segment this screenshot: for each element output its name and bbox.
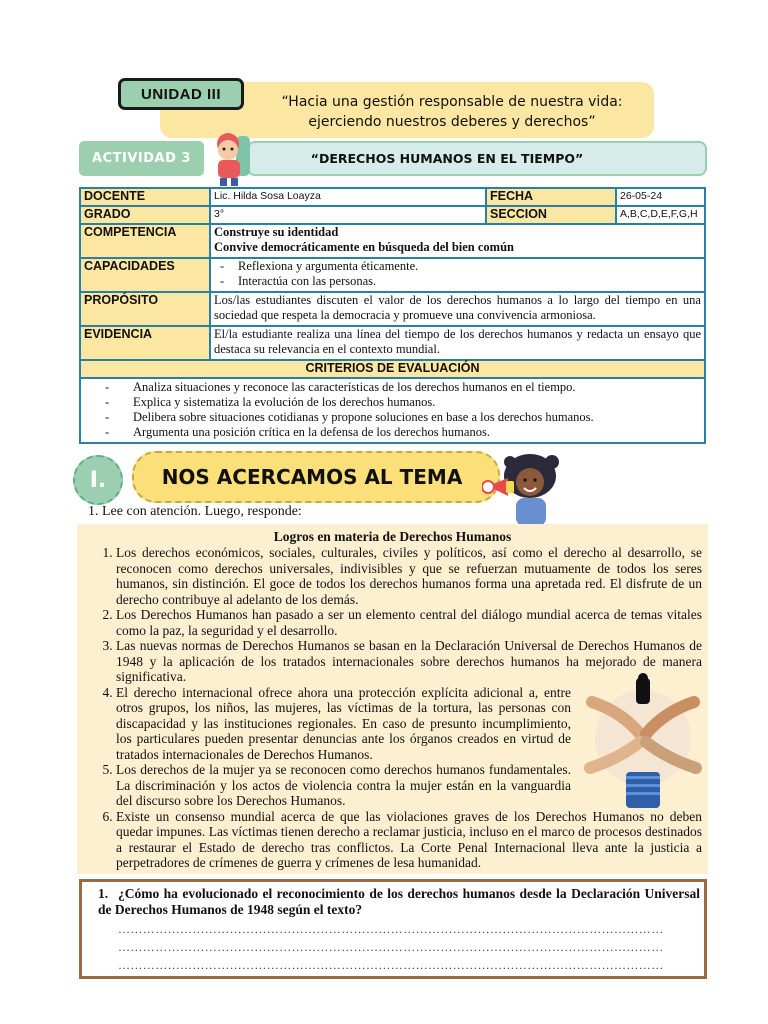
criterio-item: - Argumenta una posición crítica en la defensa de los derechos humanos. <box>105 425 704 440</box>
criterios-list <box>80 378 705 443</box>
evidencia-value: El/la estudiante realiza una línea del tiempo de los derechos humanos y redacta un ensayo que destaca su relevancia en el contexto mundial. <box>210 326 705 360</box>
unit-title-line1: “Hacia una gestión responsable de nuestra vida: <box>281 94 623 110</box>
docente-label: DOCENTE <box>80 188 210 206</box>
fecha-label: FECHA <box>486 188 616 206</box>
answer-line[interactable]: …………………………………………………………………………………………………………………… <box>118 958 664 972</box>
capacidad-item: - Interactúa con las personas. <box>218 274 701 289</box>
answer-line[interactable]: …………………………………………………………………………………………………………………… <box>118 940 664 954</box>
criterio-item: - Analiza situaciones y reconoce las características de los derechos humanos en el tiempo. <box>105 380 704 395</box>
reading-item: 1. Los derechos económicos, sociales, culturales, civiles y políticos, así como el derecho al desarrollo, se reconocen como derechos universales, indivisibles y que se refuerzan mutuamente de todos los seres humanos, sin distinción. El goce de todos los derechos humanos forma una apretada red. El disfrute de un derecho contribuye al adelanto de los demás. <box>116 545 702 607</box>
reading-item: 6. Existe un consenso mundial acerca de que las violaciones graves de los Derechos Humanos no deben quedar impunes. Las víctimas tienen derecho a reclamar justicia, incluso en el marco de procesos destinados a restaurar el Estado de derecho tras conflictos. La Corte Penal Internacional lleva ante la justicia a perpetradores de crímenes de guerra y crímenes de lesa humanidad. <box>116 809 702 871</box>
answer-line[interactable]: …………………………………………………………………………………………………………………… <box>118 922 664 936</box>
capacidades-label: CAPACIDADES <box>80 258 210 292</box>
section-number: I. <box>73 455 123 505</box>
section-title: NOS ACERCAMOS AL TEMA <box>161 465 463 489</box>
seccion-label: SECCION <box>486 206 616 224</box>
question-text <box>98 886 700 918</box>
criterio-item: - Explica y sistematiza la evolución de los derechos humanos. <box>105 395 704 410</box>
student-mascot-icon <box>206 130 258 188</box>
competencia-label: COMPETENCIA <box>80 224 210 258</box>
competencia-line: Construye su identidad <box>214 225 339 239</box>
grado-value: 3° <box>210 206 486 224</box>
unit-label: UNIDAD III <box>118 78 244 110</box>
evidencia-label: EVIDENCIA <box>80 326 210 360</box>
seccion-value: A,B,C,D,E,F,G,H <box>616 206 705 224</box>
grado-label: GRADO <box>80 206 210 224</box>
capacidad-item: - Reflexiona y argumenta éticamente. <box>218 259 701 274</box>
reading-item: 4. El derecho internacional ofrece ahora una protección explícita adicional a, entre otros grupos, los niños, las mujeres, las víctimas de la tortura, las personas con discapacidad y las instituciones regionales. En caso de presunto incumplimiento, los particulares pueden presentar denuncias ante los órganos creados en virtud de tratados internacionales de Derechos Humanos. <box>116 685 571 763</box>
reading-item: 2. Los Derechos Humanos han pasado a ser un elemento central del diálogo mundial acerca de temas vitales como la paz, la seguridad y el desarrollo. <box>116 607 702 638</box>
competencia-value <box>210 224 705 258</box>
competencia-line: Convive democráticamente en búsqueda del bien común <box>214 240 514 254</box>
question-number: 1. <box>98 886 109 901</box>
instruction: 1. Lee con atención. Luego, responde: <box>88 504 302 519</box>
reading-title: Logros en materia de Derechos Humanos <box>273 529 512 544</box>
fecha-value: 26-05-24 <box>616 188 705 206</box>
unit-title-line2: ejerciendo nuestros deberes y derechos” <box>308 114 596 130</box>
proposito-value: Los/las estudiantes discuten el valor de los derechos humanos a lo largo del tiempo en una sociedad que respeta la democracia y promueve una convivencia armoniosa. <box>210 292 705 326</box>
docente-value: Lic. Hilda Sosa Loayza <box>210 188 486 206</box>
reading-item: 3. Las nuevas normas de Derechos Humanos se basan en la Declaración Universal de Derechos Humanos de 1948 y la aplicación de los tratados internacionales sobre derechos humanos ha mejorado de manera significativa. <box>116 638 702 685</box>
proposito-label: PROPÓSITO <box>80 292 210 326</box>
hands-illustration-icon <box>582 672 704 810</box>
criterio-item: - Delibera sobre situaciones cotidianas y propone soluciones en base a los derechos humanos. <box>105 410 704 425</box>
info-table <box>79 187 706 444</box>
reading-item: 5. Los derechos de la mujer ya se reconocen como derechos humanos fundamentales. La discriminación y los actos de violencia contra la mujer están en la vanguardia del discurso sobre los Derechos Humanos. <box>116 762 571 809</box>
unit-title <box>262 92 642 132</box>
capacidades-value <box>210 258 705 292</box>
question-body: ¿Cómo ha evolucionado el reconocimiento de los derechos humanos desde la Declaración Universal de Derechos Humanos de 1948 según el texto? <box>98 886 700 917</box>
activity-label: ACTIVIDAD 3 <box>79 141 204 176</box>
girl-megaphone-icon <box>482 448 572 528</box>
criterios-header: CRITERIOS DE EVALUACIÓN <box>80 360 705 378</box>
activity-title: “DERECHOS HUMANOS EN EL TIEMPO” <box>247 141 707 176</box>
